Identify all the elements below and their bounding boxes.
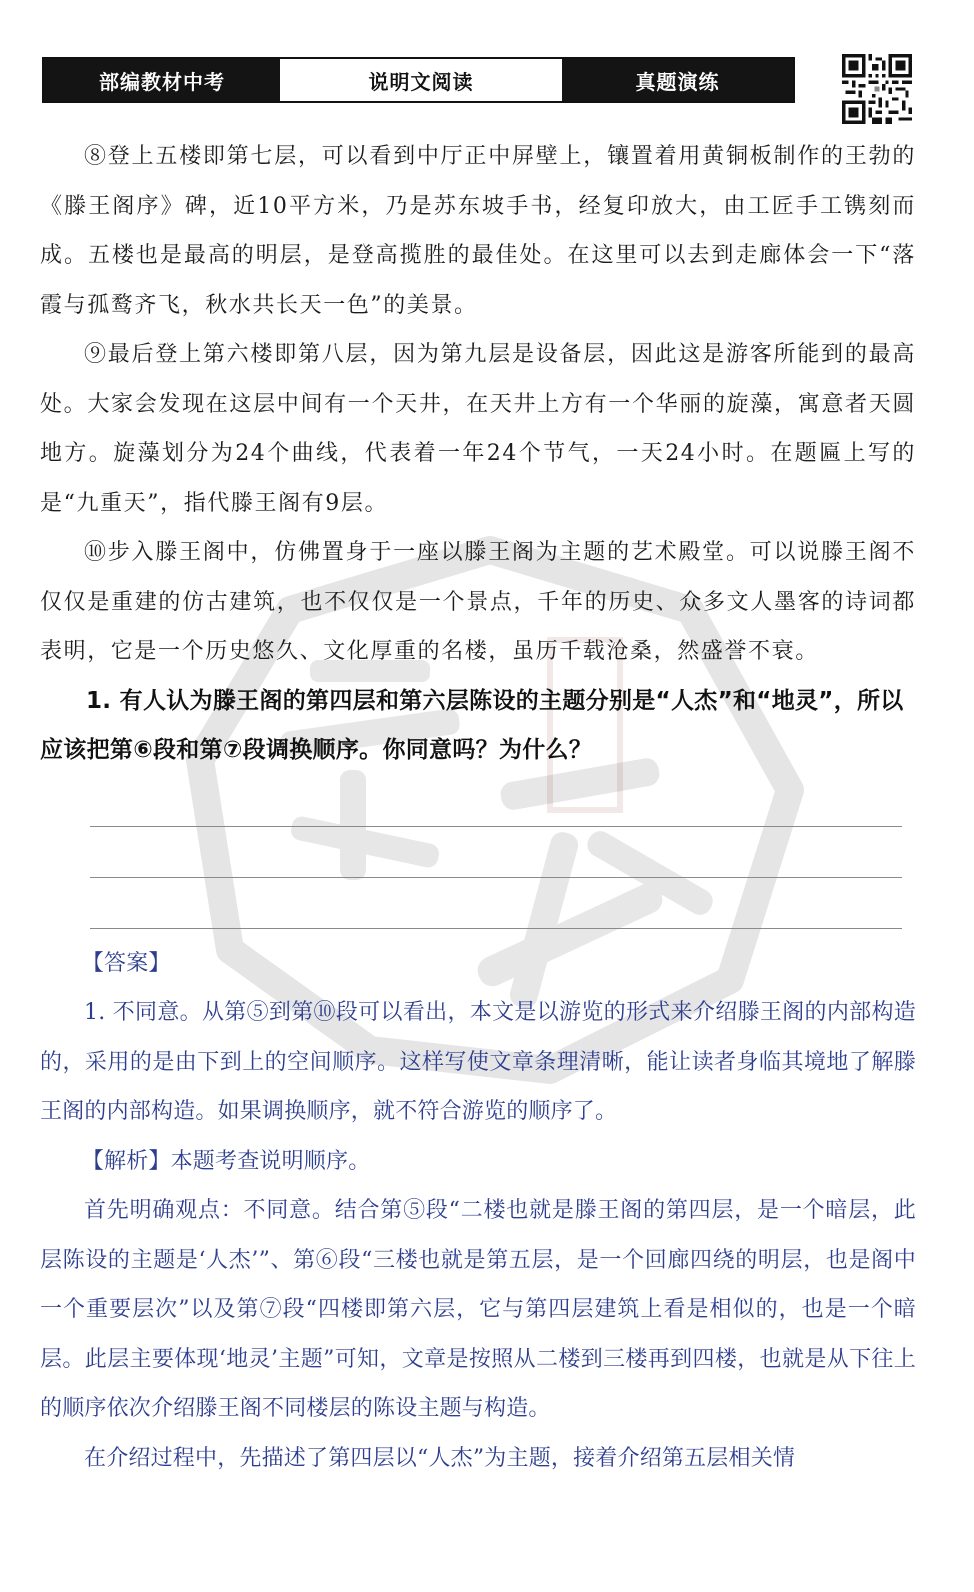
answer-blank-line bbox=[90, 827, 902, 878]
paragraph-8: ⑧登上五楼即第七层，可以看到中厅正中屏壁上，镶置着用黄铜板制作的王勃的《滕王阁序》碑，近10平方米，乃是苏东坡手书，经复印放大，由工匠手工镌刻而成。五楼也是最高的明层，是登高揽胜的最佳处。在这里可以去到走廊体会一下“落霞与孤鹜齐飞，秋水共长天一色”的美景。 bbox=[40, 144, 916, 318]
header-topic-label: 说明文阅读 bbox=[280, 59, 562, 101]
analysis-line bbox=[40, 1137, 916, 1187]
answer-label: 【答案】 bbox=[81, 950, 171, 976]
question-1: 1. 有人认为滕王阁的第四层和第六层陈设的主题分别是“人杰”和“地灵”，所以应该把第⑥段和第⑦段调换顺序。你同意吗？为什么？ bbox=[40, 687, 904, 763]
qr-code-icon bbox=[842, 54, 912, 124]
answer-blank-line bbox=[90, 789, 902, 827]
analysis-paragraph-1: 首先明确观点：不同意。结合第⑤段“二楼也就是滕王阁的第四层，是一个暗层，此层陈设的主题是‘人杰’”、第⑥段“三楼也就是第五层，是一个回廊四绕的明层，也是阁中一个重要层次”以及第⑦段“四楼即第六层，它与第四层建筑上看是相似的，也是一个暗层。此层主要体现‘地灵’主题”可知，文章是按照从二楼到三楼再到四楼，也就是从下往上的顺序依次介绍滕王阁不同楼层的陈设主题与构造。 bbox=[40, 1198, 916, 1421]
document-body bbox=[40, 132, 916, 1483]
analysis-label: 【解析】 bbox=[81, 1148, 171, 1174]
header-section-label: 真题演练 bbox=[562, 59, 793, 101]
answer-text: 1. 不同意。从第⑤到第⑩段可以看出，本文是以游览的形式来介绍滕王阁的内部构造的，采用的是由下到上的空间顺序。这样写使文章条理清晰，能让读者身临其境地了解滕王阁的内部构造。如果调换顺序，就不符合游览的顺序了。 bbox=[40, 1000, 916, 1124]
analysis-text: 本题考查说明顺序。 bbox=[170, 1148, 371, 1174]
header-bar bbox=[42, 57, 795, 103]
answer-blank-lines bbox=[90, 789, 902, 929]
paragraph-9: ⑨最后登上第六楼即第八层，因为第九层是设备层，因此这是游客所能到的最高处。大家会发现在这层中间有一个天井，在天井上方有一个华丽的旋藻，寓意者天圆地方。旋藻划分为24个曲线，代表着一年24个节气，一天24小时。在题匾上写的是“九重天”，指代滕王阁有9层。 bbox=[40, 342, 916, 516]
answer-blank-line bbox=[90, 878, 902, 929]
analysis-paragraph-2: 在介绍过程中，先描述了第四层以“人杰”为主题，接着介绍第五层相关情 bbox=[84, 1445, 796, 1471]
answer-section bbox=[40, 939, 916, 1484]
paragraph-10: ⑩步入滕王阁中，仿佛置身于一座以滕王阁为主题的艺术殿堂。可以说滕王阁不仅仅是重建的仿古建筑，也不仅仅是一个景点，千年的历史、众多文人墨客的诗词都表明，它是一个历史悠久、文化厚重的名楼，虽历千载沧桑，然盛誉不衰。 bbox=[40, 540, 916, 664]
header-series-label: 部编教材中考 bbox=[44, 59, 280, 101]
